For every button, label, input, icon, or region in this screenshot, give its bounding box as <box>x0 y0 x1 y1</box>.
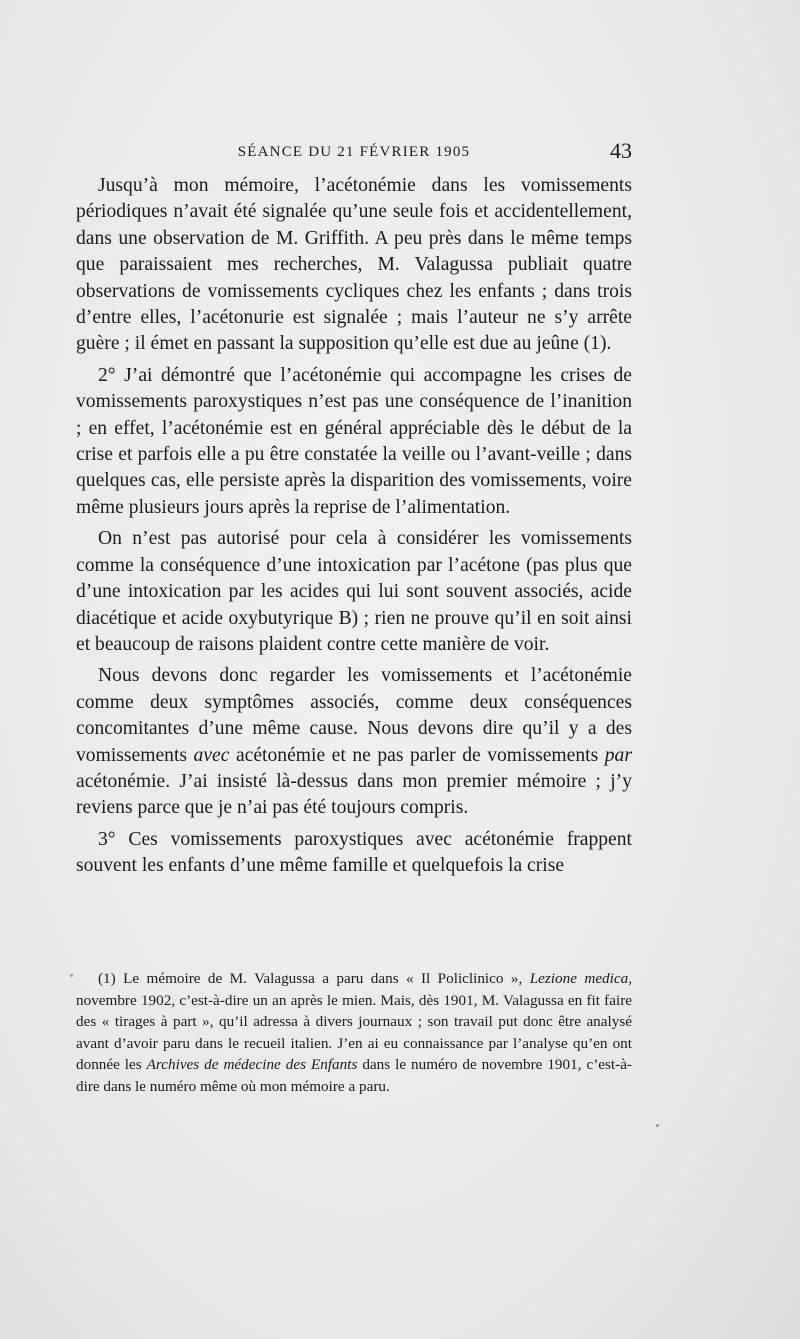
page-header <box>76 138 632 166</box>
paragraph-4-part-3: acétonémie. J’ai insisté là-dessus dans mon premier mémoire ; j’y reviens parce que je n’ai pas été toujours compris. <box>76 770 632 819</box>
paragraph-2: 2° J’ai démontré que l’acétonémie qui accompagne les crises de vomissements paroxystiques n’est pas une conséquence de l’inanition ; en effet, l’acétonémie est en général appréciable dès le début de la crise et parfois elle a pu être constatée la veille ou l’avant-veille ; dans quelques cas, elle persiste après la disparition des vomissements, voire même plusieurs jours après la reprise de l’alimentation. <box>76 364 632 518</box>
paper-speck <box>70 974 73 977</box>
paragraph-4-part-1: Nous devons donc regarder les vomissements et l’acétonémie comme deux symptômes associés, comme deux conséquences concomitantes d’une même cause. Nous devons dire qu’il y a des vomissements <box>76 665 632 766</box>
footnote-part-1: (1) Le mémoire de M. Valagussa a paru dans « Il Policlinico », <box>98 970 530 987</box>
main-text <box>76 173 632 880</box>
paragraph-5: 3° Ces vomissements paroxystiques avec acétonémie frappent souvent les enfants d’une même famille et quelquefois la crise <box>76 828 632 877</box>
footnote-emphasis-archives: Archives de médecine des Enfants <box>146 1056 358 1074</box>
paragraph-4 <box>76 663 632 821</box>
footnote-part-2: novembre 1902, c’est-à-dire un an après le mien. Mais, dès 1901, M. Valagussa en fit faire des « tirages à part », qu’il adressa à divers journaux ; son travail put donc être analysé avant d’avoir paru dans le recueil italien. J’en ai eu connaissance par l’analyse qu’en ont donnée les <box>76 991 632 1074</box>
emphasis-par: par <box>604 744 632 766</box>
paragraph-3: On n’est pas autorisé pour cela à considérer les vomissements comme la conséquence d’une intoxication par l’acétone (pas plus que d’une intoxication par les acides qui lui sont souvent associés, acide diacétique et acide oxybutyrique B) ; rien ne prouve qu’il en soit ainsi et beaucoup de raisons plaident contre cette manière de voir. <box>76 528 632 655</box>
paragraph-1: Jusqu’à mon mémoire, l’acétonémie dans les vomissements périodiques n’avait été signalée qu’une seule fois et accidentellement, dans une observation de M. Griffith. A peu près dans le même temps que paraissaient mes recherches, M. Valagussa publiait quatre observations de vomissements cycliques chez les enfants ; dans trois d’entre elles, l’acétonurie est signalée ; mais l’auteur ne s’y arrête guère ; il émet en passant la supposition qu’elle est due au jeûne (1). <box>76 175 632 355</box>
footnote-part-3: dans le numéro de novembre 1901, c’est-à-dire dans le numéro même où mon mémoire a paru. <box>76 1056 632 1095</box>
page-number: 43 <box>610 138 632 163</box>
paragraph-4-part-2: acétonémie et ne pas parler de vomissements <box>229 744 605 766</box>
emphasis-avec: avec <box>193 744 230 766</box>
footnote-emphasis-lezione: Lezione medica, <box>529 970 633 987</box>
footnote-1 <box>76 968 632 1098</box>
running-title: SÉANCE DU 21 FÉVRIER 1905 <box>237 144 471 160</box>
footnote <box>76 968 632 1098</box>
paper-speck <box>656 1124 659 1127</box>
